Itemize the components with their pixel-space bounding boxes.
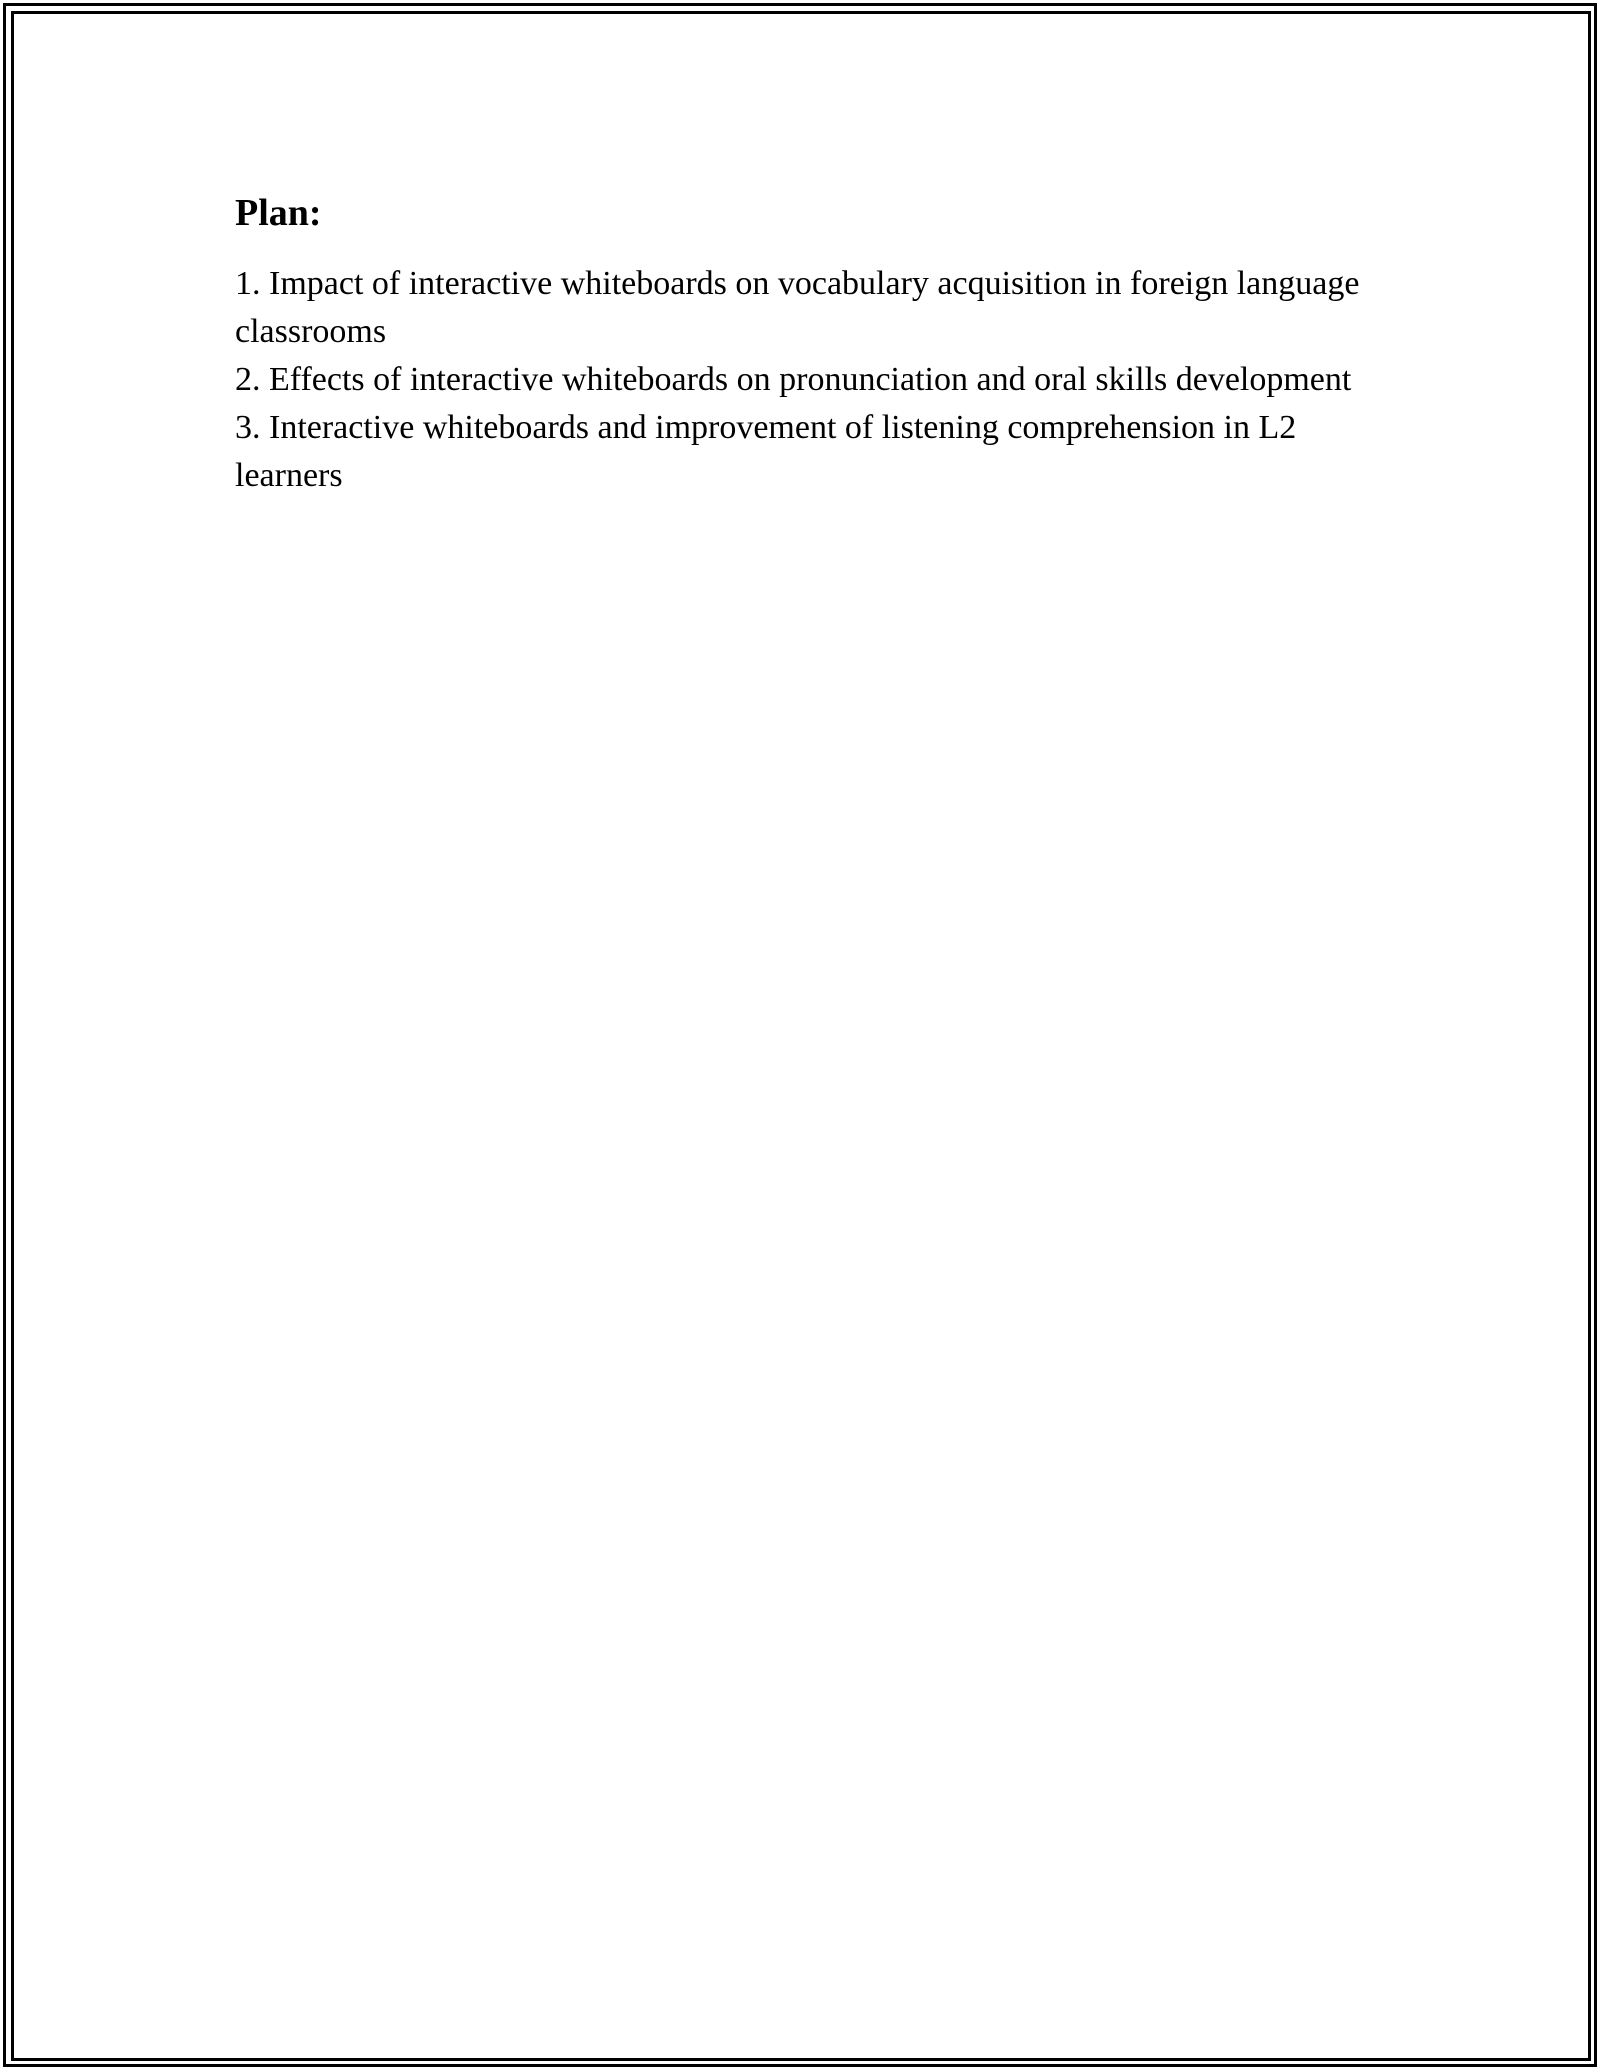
page-title: Plan: <box>235 192 322 234</box>
list-item: 1. Impact of interactive whiteboards on vocabulary acquisition in foreign language classrooms <box>235 265 1360 350</box>
list-item: 3. Interactive whiteboards and improvement of listening comprehension in L2 learners <box>235 409 1297 494</box>
list-item: 2. Effects of interactive whiteboards on pronunciation and oral skills development <box>235 361 1352 398</box>
plan-list <box>235 260 1365 500</box>
document-body <box>235 186 1365 500</box>
